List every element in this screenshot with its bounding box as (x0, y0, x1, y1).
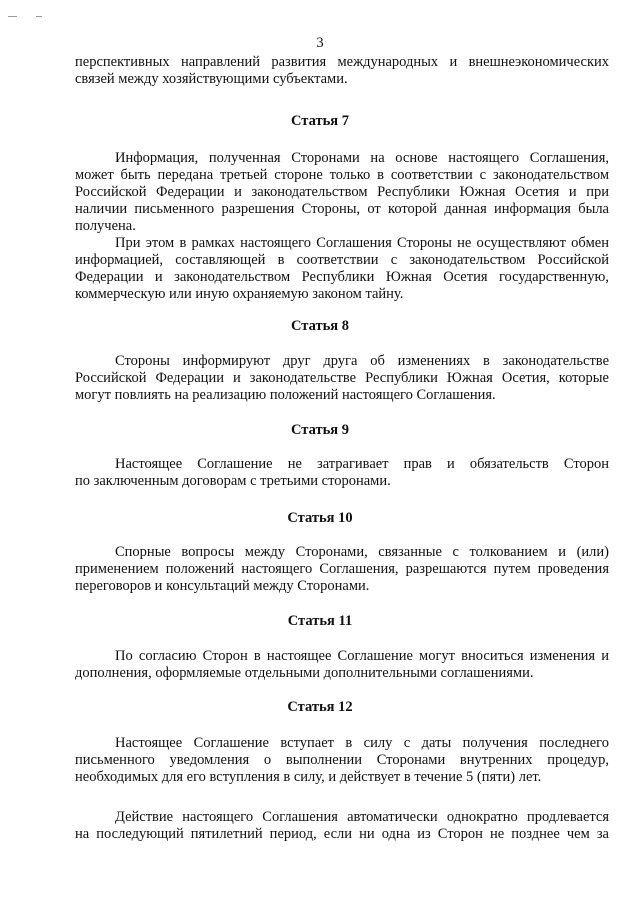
text-line: наличии письменного разрешения Стороны, от которой данная информация была (75, 201, 609, 217)
text-line: Настоящее Соглашение не затрагивает прав и обязательств Сторон (115, 456, 609, 472)
article-8-heading: Статья 8 (291, 318, 349, 334)
article-11-paragraph (75, 648, 609, 682)
text-line: Настоящее Соглашение вступает в силу с даты получения последнего (115, 735, 609, 751)
text-line: на последующий пятилетний период, если ни одна из Сторон не позднее чем за (75, 826, 609, 842)
text-line: Стороны информируют друг друга об изменениях в законодательстве (115, 353, 609, 369)
page-number: 3 (316, 35, 324, 51)
article-12-paragraph-1 (75, 735, 609, 786)
text-line: Спорные вопросы между Сторонами, связанные с толкованием и (или) (115, 544, 609, 560)
text-line: Российской Федерации и законодательством Республики Южная Осетия и при (75, 184, 609, 200)
article-10-paragraph (75, 544, 609, 595)
text-line: применением положений настоящего Соглашения, разрешаются путем проведения (75, 561, 609, 577)
text-line: по заключенным договорам с третьими сторонами. (75, 473, 391, 489)
text-line: перспективных направлений развития международных и внешнеэкономических (75, 54, 609, 70)
article-9-heading: Статья 9 (291, 422, 349, 438)
text-line: могут повлиять на реализацию положений настоящего Соглашения. (75, 387, 496, 403)
article-7-paragraph-1 (75, 150, 609, 235)
text-line: письменного уведомления о выполнении Сторонами внутренних процедур, (75, 752, 609, 768)
text-line: При этом в рамках настоящего Соглашения Стороны не осуществляют обмен (115, 235, 609, 251)
text-line: необходимых для его вступления в силу, и действует в течение 5 (пяти) лет. (75, 769, 542, 785)
scan-mark (8, 16, 17, 17)
article-8-paragraph (75, 353, 609, 404)
article-12-paragraph-2 (75, 809, 609, 843)
article-10-heading: Статья 10 (287, 510, 353, 526)
text-line: информацией, составляющей в соответствии с законодательством Российской (75, 252, 609, 268)
article-7-heading: Статья 7 (291, 113, 349, 129)
article-12-heading: Статья 12 (287, 699, 353, 715)
text-line: связей между хозяйствующими субъектами. (75, 71, 348, 87)
article-9-paragraph (75, 456, 609, 490)
text-line: Российской Федерации и законодательстве Республики Южная Осетия, которые (75, 370, 609, 386)
text-line: переговоров и консультаций между Сторонами. (75, 578, 370, 594)
text-line: может быть передана третьей стороне только в соответствии с законодательством (75, 167, 609, 183)
text-line: получена. (75, 218, 136, 234)
article-7-paragraph-2 (75, 235, 609, 303)
text-line: дополнения, оформляемые отдельными дополнительными соглашениями. (75, 665, 534, 681)
text-line: Действие настоящего Соглашения автоматически однократно продлевается (115, 809, 609, 825)
intro-paragraph (75, 54, 609, 88)
text-line: Информация, полученная Сторонами на основе настоящего Соглашения, (115, 150, 609, 166)
text-line: коммерческую или иную охраняемую законом тайну. (75, 286, 404, 302)
text-line: По согласию Сторон в настоящее Соглашение могут вноситься изменения и (115, 648, 609, 664)
scan-mark (36, 16, 42, 17)
article-11-heading: Статья 11 (287, 613, 353, 629)
text-line: Федерации и законодательством Республики Южная Осетия государственную, (75, 269, 609, 285)
